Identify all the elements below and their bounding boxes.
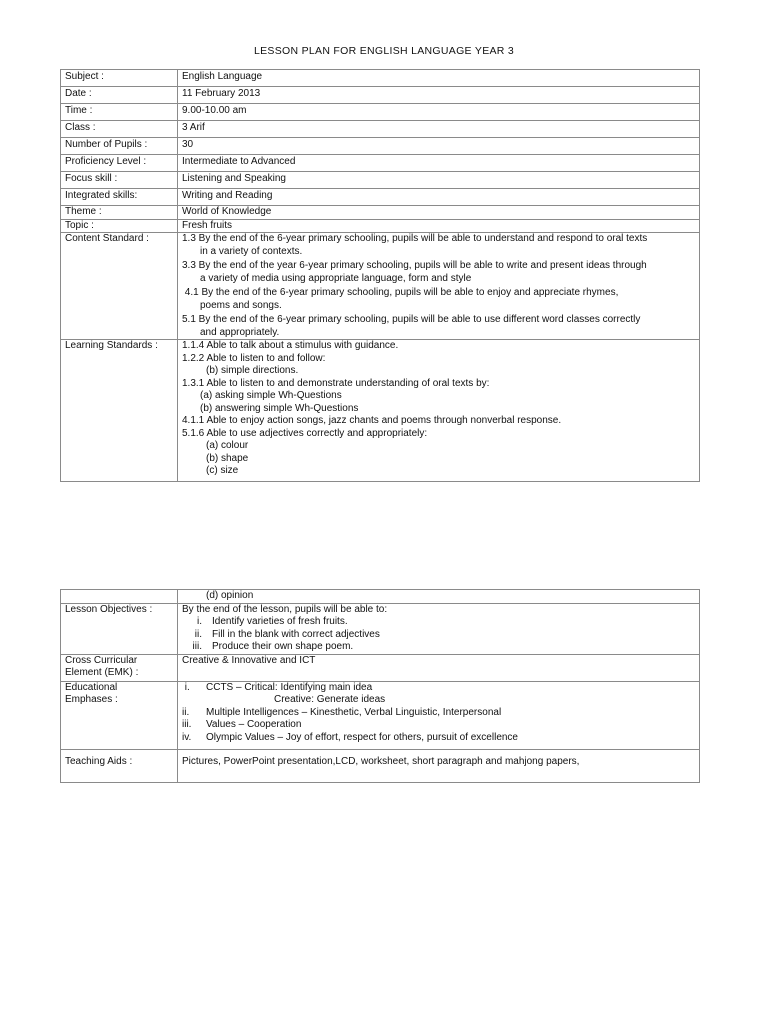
- objective-text: Fill in the blank with correct adjectives: [212, 628, 380, 640]
- lesson-objectives-value: [178, 603, 700, 654]
- info-row: [61, 155, 700, 172]
- content-standard-item: [182, 260, 695, 285]
- educational-emphases-list: [182, 682, 695, 745]
- content-standard-first-line: 1.3 By the end of the 6-year primary schooling, pupils will be able to understand and respond to oral texts: [182, 233, 648, 244]
- info-row: [61, 104, 700, 121]
- content-standard-item: [182, 314, 695, 339]
- learning-standard-line: (b) simple directions.: [206, 365, 299, 376]
- info-value: 30: [178, 138, 700, 155]
- info-label: Time :: [61, 104, 178, 121]
- emphasis-item: [182, 682, 695, 695]
- lesson-plan-table-part-2: [60, 589, 700, 783]
- emphasis-number: iii.: [182, 719, 192, 730]
- content-standard-value: [178, 233, 700, 340]
- educational-emphases-label-line2: Emphases :: [65, 694, 118, 705]
- teaching-aids-value: Pictures, PowerPoint presentation,LCD, worksheet, short paragraph and mahjong papers,: [178, 749, 700, 782]
- emphasis-item: [182, 719, 695, 732]
- learning-standards-list: [182, 340, 695, 478]
- learning-standard-line: (b) answering simple Wh-Questions: [200, 402, 359, 414]
- lesson-objectives-row: [61, 603, 700, 654]
- educational-emphases-label: [61, 681, 178, 749]
- objective-number: iii.: [192, 641, 202, 652]
- teaching-aids-row: [61, 749, 700, 782]
- lesson-objectives-label: Lesson Objectives :: [61, 603, 178, 654]
- continued-value: [178, 590, 700, 604]
- content-standard-continuation: a variety of media using appropriate language, form and style: [200, 272, 472, 284]
- educational-emphases-label-line1: Educational: [65, 681, 118, 693]
- info-label: Proficiency Level :: [61, 155, 178, 172]
- learning-standards-value: [178, 340, 700, 482]
- content-standard-row: [61, 233, 700, 340]
- emphasis-subitem: Creative: Generate ideas: [274, 694, 386, 705]
- teaching-aids-label: Teaching Aids :: [61, 749, 178, 782]
- lesson-objectives-list: [182, 616, 695, 654]
- content-standard-label: Content Standard :: [61, 233, 178, 340]
- info-label: Integrated skills:: [61, 189, 178, 206]
- learning-standard-line: 4.1.1 Able to enjoy action songs, jazz chants and poems through nonverbal response.: [182, 415, 562, 426]
- objective-item: [182, 616, 695, 629]
- content-standard-continuation: and appropriately.: [200, 326, 280, 338]
- info-value: 3 Arif: [178, 121, 700, 138]
- emphasis-text: CCTS – Critical: Identifying main idea: [206, 681, 373, 693]
- content-standard-first-line: 3.3 By the end of the year 6-year primary schooling, pupils will be able to write and present ideas through: [182, 260, 647, 271]
- objective-item: [182, 641, 695, 654]
- objective-item: [182, 629, 695, 642]
- objective-number: ii.: [194, 628, 202, 640]
- page-title: LESSON PLAN FOR ENGLISH LANGUAGE YEAR 3: [253, 45, 515, 57]
- objective-text: Produce their own shape poem.: [212, 641, 354, 652]
- info-value: Writing and Reading: [178, 189, 700, 206]
- content-standard-continuation: in a variety of contexts.: [200, 245, 303, 257]
- learning-standard-line: 1.2.2 Able to listen to and follow:: [182, 352, 326, 364]
- cross-curricular-row: [61, 654, 700, 681]
- info-label: Topic :: [61, 219, 178, 233]
- content-standard-list: [182, 233, 695, 339]
- learning-standard-line: 5.1.6 Able to use adjectives correctly and appropriately:: [182, 427, 428, 439]
- content-standard-item: [182, 233, 695, 258]
- educational-emphases-row: [61, 681, 700, 749]
- content-standard-item: [182, 287, 695, 312]
- info-label: Date :: [61, 87, 178, 104]
- basic-info-rows: [61, 70, 700, 233]
- emphasis-item: [182, 732, 695, 745]
- learning-standard-line: (c) size: [206, 465, 239, 476]
- info-value: Intermediate to Advanced: [178, 155, 700, 172]
- lesson-objectives-intro: By the end of the lesson, pupils will be able to:: [182, 603, 388, 615]
- info-value: English Language: [178, 70, 700, 87]
- emphasis-number: ii.: [182, 706, 190, 718]
- learning-standard-line: (a) colour: [206, 440, 249, 451]
- info-row: [61, 138, 700, 155]
- info-value: Listening and Speaking: [178, 172, 700, 189]
- cross-curricular-value: Creative & Innovative and ICT: [178, 654, 700, 681]
- info-value: 11 February 2013: [178, 87, 700, 104]
- emphasis-item: [182, 707, 695, 720]
- continued-row: [61, 590, 700, 604]
- info-label: Focus skill :: [61, 172, 178, 189]
- learning-standards-row: [61, 340, 700, 482]
- learning-standard-line: (b) shape: [206, 452, 249, 464]
- info-row: [61, 172, 700, 189]
- info-row: [61, 70, 700, 87]
- info-label: Class :: [61, 121, 178, 138]
- info-label: Number of Pupils :: [61, 138, 178, 155]
- emphasis-number: i.: [182, 681, 190, 693]
- objective-text: Identify varieties of fresh fruits.: [212, 616, 348, 627]
- emphasis-text: Values – Cooperation: [206, 719, 302, 730]
- emphasis-text: Olympic Values – Joy of effort, respect for others, pursuit of excellence: [206, 731, 518, 743]
- info-row: [61, 87, 700, 104]
- educational-emphases-value: [178, 681, 700, 749]
- content-standard-first-line: 5.1 By the end of the 6-year primary schooling, pupils will be able to use different word classes correctly: [182, 314, 641, 325]
- cross-curricular-label-line2: Element (EMK) :: [65, 667, 139, 678]
- info-value: World of Knowledge: [178, 206, 700, 220]
- learning-standard-line: 1.3.1 Able to listen to and demonstrate understanding of oral texts by:: [182, 377, 490, 389]
- info-label: Theme :: [61, 206, 178, 220]
- continued-label: [61, 590, 178, 604]
- content-standard-first-line: 4.1 By the end of the 6-year primary schooling, pupils will be able to enjoy and appreciate rhymes,: [182, 287, 619, 298]
- emphasis-text: Multiple Intelligences – Kinesthetic, Verbal Linguistic, Interpersonal: [206, 706, 502, 718]
- info-value: Fresh fruits: [178, 219, 700, 233]
- learning-standard-line: 1.1.4 Able to talk about a stimulus with guidance.: [182, 340, 399, 351]
- cross-curricular-label-line1: Cross Curricular: [65, 654, 138, 666]
- info-row: [61, 206, 700, 220]
- info-row: [61, 189, 700, 206]
- info-label: Subject :: [61, 70, 178, 87]
- learning-standards-label: Learning Standards :: [61, 340, 178, 482]
- learning-standard-line: (a) asking simple Wh-Questions: [200, 390, 342, 401]
- info-row: [61, 121, 700, 138]
- continued-text: (d) opinion: [206, 590, 254, 601]
- cross-curricular-label: [61, 654, 178, 681]
- objective-number: i.: [197, 616, 202, 627]
- emphasis-number: iv.: [182, 731, 192, 743]
- info-row: [61, 219, 700, 233]
- lesson-plan-table-part-1: [60, 69, 700, 482]
- content-standard-continuation: poems and songs.: [200, 299, 282, 311]
- info-value: 9.00-10.00 am: [178, 104, 700, 121]
